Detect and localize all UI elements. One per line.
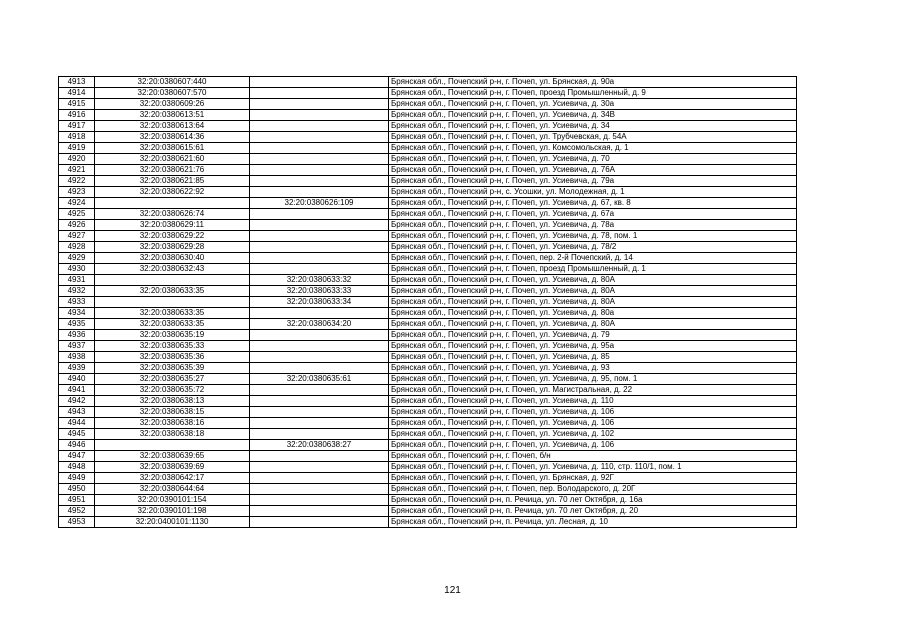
row-number-cell: 4932 xyxy=(59,286,95,297)
table-row xyxy=(59,352,797,363)
row-number-cell: 4928 xyxy=(59,242,95,253)
land-cadastral-number-cell: 32:20:0380621:60 xyxy=(95,154,250,165)
table-row xyxy=(59,198,797,209)
row-number-cell: 4926 xyxy=(59,220,95,231)
table-row xyxy=(59,484,797,495)
land-cadastral-number-cell xyxy=(95,198,250,209)
row-number-cell: 4940 xyxy=(59,374,95,385)
land-cadastral-number-cell: 32:20:0390101:198 xyxy=(95,506,250,517)
land-cadastral-number-cell: 32:20:0380630:40 xyxy=(95,253,250,264)
address-cell: Брянская обл., Почепский р-н, г. Почеп, пер. 2-й Почепский, д. 14 xyxy=(389,253,797,264)
row-number-cell: 4923 xyxy=(59,187,95,198)
building-cadastral-number-cell xyxy=(250,154,389,165)
land-cadastral-number-cell: 32:20:0380613:64 xyxy=(95,121,250,132)
address-cell: Брянская обл., Почепский р-н, г. Почеп, ул. Трубчевская, д. 54А xyxy=(389,132,797,143)
land-cadastral-number-cell xyxy=(95,297,250,308)
land-cadastral-number-cell: 32:20:0380629:11 xyxy=(95,220,250,231)
building-cadastral-number-cell xyxy=(250,385,389,396)
building-cadastral-number-cell xyxy=(250,352,389,363)
table-row xyxy=(59,341,797,352)
address-cell: Брянская обл., Почепский р-н, г. Почеп, ул. Усиевича, д. 110 xyxy=(389,396,797,407)
table-row xyxy=(59,143,797,154)
row-number-cell: 4933 xyxy=(59,297,95,308)
building-cadastral-number-cell xyxy=(250,132,389,143)
address-cell: Брянская обл., Почепский р-н, с. Усошки, ул. Молодежная, д. 1 xyxy=(389,187,797,198)
table-row xyxy=(59,374,797,385)
address-cell: Брянская обл., Почепский р-н, г. Почеп, ул. Магистральная, д. 22 xyxy=(389,385,797,396)
land-cadastral-number-cell: 32:20:0380633:35 xyxy=(95,286,250,297)
table-row xyxy=(59,253,797,264)
land-cadastral-number-cell: 32:20:0390101:154 xyxy=(95,495,250,506)
building-cadastral-number-cell: 32:20:0380634:20 xyxy=(250,319,389,330)
land-cadastral-number-cell xyxy=(95,275,250,286)
row-number-cell: 4919 xyxy=(59,143,95,154)
building-cadastral-number-cell: 32:20:0380626:109 xyxy=(250,198,389,209)
address-cell: Брянская обл., Почепский р-н, г. Почеп, ул. Усиевича, д. 102 xyxy=(389,429,797,440)
address-cell: Брянская обл., Почепский р-н, п. Речица, ул. Лесная, д. 10 xyxy=(389,517,797,528)
table-row xyxy=(59,385,797,396)
table-row xyxy=(59,451,797,462)
table-row xyxy=(59,429,797,440)
registry-table xyxy=(58,76,797,528)
row-number-cell: 4946 xyxy=(59,440,95,451)
row-number-cell: 4918 xyxy=(59,132,95,143)
row-number-cell: 4924 xyxy=(59,198,95,209)
land-cadastral-number-cell: 32:20:0380621:85 xyxy=(95,176,250,187)
table-row xyxy=(59,297,797,308)
row-number-cell: 4948 xyxy=(59,462,95,473)
page-number: 121 xyxy=(444,585,461,596)
address-cell: Брянская обл., Почепский р-н, г. Почеп, ул. Комсомольская, д. 1 xyxy=(389,143,797,154)
table-row xyxy=(59,110,797,121)
row-number-cell: 4922 xyxy=(59,176,95,187)
building-cadastral-number-cell xyxy=(250,209,389,220)
building-cadastral-number-cell xyxy=(250,506,389,517)
row-number-cell: 4920 xyxy=(59,154,95,165)
table-row xyxy=(59,308,797,319)
table-row xyxy=(59,506,797,517)
building-cadastral-number-cell xyxy=(250,341,389,352)
address-cell: Брянская обл., Почепский р-н, г. Почеп, ул. Усиевича, д. 78а xyxy=(389,220,797,231)
table-row xyxy=(59,220,797,231)
row-number-cell: 4935 xyxy=(59,319,95,330)
address-cell: Брянская обл., Почепский р-н, г. Почеп, пер. Володарского, д. 20Г xyxy=(389,484,797,495)
land-cadastral-number-cell: 32:20:0380635:27 xyxy=(95,374,250,385)
row-number-cell: 4921 xyxy=(59,165,95,176)
building-cadastral-number-cell xyxy=(250,121,389,132)
table-row xyxy=(59,363,797,374)
address-cell: Брянская обл., Почепский р-н, г. Почеп, ул. Усиевича, д. 110, стр. 110/1, пом. 1 xyxy=(389,462,797,473)
land-cadastral-number-cell: 32:20:0380635:39 xyxy=(95,363,250,374)
address-cell: Брянская обл., Почепский р-н, г. Почеп, б/н xyxy=(389,451,797,462)
land-cadastral-number-cell: 32:20:0380644:64 xyxy=(95,484,250,495)
building-cadastral-number-cell xyxy=(250,429,389,440)
land-cadastral-number-cell: 32:20:0380613:51 xyxy=(95,110,250,121)
address-cell: Брянская обл., Почепский р-н, г. Почеп, проезд Промышленный, д. 9 xyxy=(389,88,797,99)
row-number-cell: 4917 xyxy=(59,121,95,132)
address-cell: Брянская обл., Почепский р-н, г. Почеп, ул. Усиевича, д. 67а xyxy=(389,209,797,220)
address-cell: Брянская обл., Почепский р-н, г. Почеп, ул. Усиевича, д. 80а xyxy=(389,308,797,319)
table-row xyxy=(59,264,797,275)
table-row xyxy=(59,121,797,132)
address-cell: Брянская обл., Почепский р-н, г. Почеп, ул. Усиевича, д. 95, пом. 1 xyxy=(389,374,797,385)
table-row xyxy=(59,517,797,528)
row-number-cell: 4925 xyxy=(59,209,95,220)
row-number-cell: 4915 xyxy=(59,99,95,110)
building-cadastral-number-cell xyxy=(250,242,389,253)
table-row xyxy=(59,176,797,187)
table-row xyxy=(59,77,797,88)
land-cadastral-number-cell: 32:20:0380632:43 xyxy=(95,264,250,275)
land-cadastral-number-cell: 32:20:0380638:18 xyxy=(95,429,250,440)
table-row xyxy=(59,407,797,418)
land-cadastral-number-cell: 32:20:0380635:36 xyxy=(95,352,250,363)
land-cadastral-number-cell: 32:20:0380638:15 xyxy=(95,407,250,418)
land-cadastral-number-cell: 32:20:0380615:61 xyxy=(95,143,250,154)
building-cadastral-number-cell xyxy=(250,451,389,462)
land-cadastral-number-cell: 32:20:0380635:19 xyxy=(95,330,250,341)
land-cadastral-number-cell xyxy=(95,440,250,451)
row-number-cell: 4927 xyxy=(59,231,95,242)
address-cell: Брянская обл., Почепский р-н, г. Почеп, ул. Усиевича, д. 106 xyxy=(389,407,797,418)
address-cell: Брянская обл., Почепский р-н, г. Почеп, ул. Усиевича, д. 79 xyxy=(389,330,797,341)
address-cell: Брянская обл., Почепский р-н, г. Почеп, ул. Брянская, д. 92Г xyxy=(389,473,797,484)
address-cell: Брянская обл., Почепский р-н, г. Почеп, ул. Усиевича, д. 80А xyxy=(389,275,797,286)
land-cadastral-number-cell: 32:20:0380621:76 xyxy=(95,165,250,176)
building-cadastral-number-cell xyxy=(250,165,389,176)
address-cell: Брянская обл., Почепский р-н, г. Почеп, проезд Промышленный, д. 1 xyxy=(389,264,797,275)
address-cell: Брянская обл., Почепский р-н, г. Почеп, ул. Усиевича, д. 79а xyxy=(389,176,797,187)
building-cadastral-number-cell xyxy=(250,396,389,407)
land-cadastral-number-cell: 32:20:0380639:69 xyxy=(95,462,250,473)
building-cadastral-number-cell xyxy=(250,495,389,506)
address-cell: Брянская обл., Почепский р-н, г. Почеп, ул. Усиевича, д. 80А xyxy=(389,319,797,330)
row-number-cell: 4947 xyxy=(59,451,95,462)
building-cadastral-number-cell: 32:20:0380633:32 xyxy=(250,275,389,286)
table-row xyxy=(59,165,797,176)
table-row xyxy=(59,473,797,484)
row-number-cell: 4943 xyxy=(59,407,95,418)
land-cadastral-number-cell: 32:20:0380626:74 xyxy=(95,209,250,220)
address-cell: Брянская обл., Почепский р-н, г. Почеп, ул. Усиевича, д. 34В xyxy=(389,110,797,121)
address-cell: Брянская обл., Почепский р-н, г. Почеп, ул. Усиевича, д. 67, кв. 8 xyxy=(389,198,797,209)
address-cell: Брянская обл., Почепский р-н, г. Почеп, ул. Усиевича, д. 78, пом. 1 xyxy=(389,231,797,242)
building-cadastral-number-cell xyxy=(250,363,389,374)
building-cadastral-number-cell xyxy=(250,407,389,418)
land-cadastral-number-cell: 32:20:0380633:35 xyxy=(95,319,250,330)
row-number-cell: 4949 xyxy=(59,473,95,484)
table-row xyxy=(59,154,797,165)
row-number-cell: 4936 xyxy=(59,330,95,341)
row-number-cell: 4913 xyxy=(59,77,95,88)
land-cadastral-number-cell: 32:20:0380633:35 xyxy=(95,308,250,319)
building-cadastral-number-cell: 32:20:0380638:27 xyxy=(250,440,389,451)
building-cadastral-number-cell xyxy=(250,517,389,528)
land-cadastral-number-cell: 32:20:0380639:65 xyxy=(95,451,250,462)
land-cadastral-number-cell: 32:20:0380638:13 xyxy=(95,396,250,407)
table-row xyxy=(59,319,797,330)
table-row xyxy=(59,330,797,341)
land-cadastral-number-cell: 32:20:0380622:92 xyxy=(95,187,250,198)
table-row xyxy=(59,242,797,253)
land-cadastral-number-cell: 32:20:0400101:1130 xyxy=(95,517,250,528)
building-cadastral-number-cell xyxy=(250,110,389,121)
row-number-cell: 4931 xyxy=(59,275,95,286)
building-cadastral-number-cell xyxy=(250,88,389,99)
building-cadastral-number-cell xyxy=(250,143,389,154)
building-cadastral-number-cell xyxy=(250,264,389,275)
row-number-cell: 4942 xyxy=(59,396,95,407)
row-number-cell: 4930 xyxy=(59,264,95,275)
building-cadastral-number-cell xyxy=(250,308,389,319)
land-cadastral-number-cell: 32:20:0380629:28 xyxy=(95,242,250,253)
address-cell: Брянская обл., Почепский р-н, г. Почеп, ул. Усиевича, д. 85 xyxy=(389,352,797,363)
address-cell: Брянская обл., Почепский р-н, г. Почеп, ул. Усиевича, д. 106 xyxy=(389,418,797,429)
address-cell: Брянская обл., Почепский р-н, г. Почеп, ул. Усиевича, д. 34 xyxy=(389,121,797,132)
table-row xyxy=(59,209,797,220)
row-number-cell: 4937 xyxy=(59,341,95,352)
land-cadastral-number-cell: 32:20:0380642:17 xyxy=(95,473,250,484)
table-row xyxy=(59,462,797,473)
address-cell: Брянская обл., Почепский р-н, г. Почеп, ул. Усиевича, д. 76А xyxy=(389,165,797,176)
registry-table-body xyxy=(59,77,797,528)
address-cell: Брянская обл., Почепский р-н, п. Речица, ул. 70 лет Октября, д. 16а xyxy=(389,495,797,506)
row-number-cell: 4944 xyxy=(59,418,95,429)
address-cell: Брянская обл., Почепский р-н, г. Почеп, ул. Усиевича, д. 78/2 xyxy=(389,242,797,253)
table-row xyxy=(59,396,797,407)
land-cadastral-number-cell: 32:20:0380607:570 xyxy=(95,88,250,99)
building-cadastral-number-cell xyxy=(250,220,389,231)
address-cell: Брянская обл., Почепский р-н, г. Почеп, ул. Усиевича, д. 80А xyxy=(389,297,797,308)
building-cadastral-number-cell xyxy=(250,253,389,264)
building-cadastral-number-cell: 32:20:0380635:61 xyxy=(250,374,389,385)
land-cadastral-number-cell: 32:20:0380638:16 xyxy=(95,418,250,429)
table-row xyxy=(59,231,797,242)
land-cadastral-number-cell: 32:20:0380607:440 xyxy=(95,77,250,88)
land-cadastral-number-cell: 32:20:0380635:33 xyxy=(95,341,250,352)
row-number-cell: 4934 xyxy=(59,308,95,319)
address-cell: Брянская обл., Почепский р-н, г. Почеп, ул. Усиевича, д. 95а xyxy=(389,341,797,352)
row-number-cell: 4945 xyxy=(59,429,95,440)
row-number-cell: 4939 xyxy=(59,363,95,374)
land-cadastral-number-cell: 32:20:0380635:72 xyxy=(95,385,250,396)
address-cell: Брянская обл., Почепский р-н, г. Почеп, ул. Усиевича, д. 70 xyxy=(389,154,797,165)
table-row xyxy=(59,440,797,451)
building-cadastral-number-cell xyxy=(250,462,389,473)
row-number-cell: 4950 xyxy=(59,484,95,495)
building-cadastral-number-cell xyxy=(250,418,389,429)
row-number-cell: 4938 xyxy=(59,352,95,363)
address-cell: Брянская обл., Почепский р-н, г. Почеп, ул. Брянская, д. 90а xyxy=(389,77,797,88)
address-cell: Брянская обл., Почепский р-н, г. Почеп, ул. Усиевича, д. 93 xyxy=(389,363,797,374)
building-cadastral-number-cell xyxy=(250,231,389,242)
address-cell: Брянская обл., Почепский р-н, п. Речица, ул. 70 лет Октября, д. 20 xyxy=(389,506,797,517)
table-row xyxy=(59,418,797,429)
address-cell: Брянская обл., Почепский р-н, г. Почеп, ул. Усиевича, д. 80А xyxy=(389,286,797,297)
table-row xyxy=(59,88,797,99)
table-row xyxy=(59,495,797,506)
table-row xyxy=(59,187,797,198)
address-cell: Брянская обл., Почепский р-н, г. Почеп, ул. Усиевича, д. 106 xyxy=(389,440,797,451)
row-number-cell: 4916 xyxy=(59,110,95,121)
row-number-cell: 4929 xyxy=(59,253,95,264)
building-cadastral-number-cell xyxy=(250,473,389,484)
table-row xyxy=(59,275,797,286)
table-row xyxy=(59,286,797,297)
table-row xyxy=(59,132,797,143)
land-cadastral-number-cell: 32:20:0380629:22 xyxy=(95,231,250,242)
building-cadastral-number-cell xyxy=(250,330,389,341)
building-cadastral-number-cell xyxy=(250,484,389,495)
row-number-cell: 4953 xyxy=(59,517,95,528)
land-cadastral-number-cell: 32:20:0380609:26 xyxy=(95,99,250,110)
row-number-cell: 4941 xyxy=(59,385,95,396)
building-cadastral-number-cell xyxy=(250,176,389,187)
building-cadastral-number-cell: 32:20:0380633:33 xyxy=(250,286,389,297)
building-cadastral-number-cell xyxy=(250,187,389,198)
row-number-cell: 4952 xyxy=(59,506,95,517)
address-cell: Брянская обл., Почепский р-н, г. Почеп, ул. Усиевича, д. 30а xyxy=(389,99,797,110)
table-row xyxy=(59,99,797,110)
building-cadastral-number-cell xyxy=(250,99,389,110)
building-cadastral-number-cell xyxy=(250,77,389,88)
row-number-cell: 4914 xyxy=(59,88,95,99)
building-cadastral-number-cell: 32:20:0380633:34 xyxy=(250,297,389,308)
land-cadastral-number-cell: 32:20:0380614:36 xyxy=(95,132,250,143)
row-number-cell: 4951 xyxy=(59,495,95,506)
